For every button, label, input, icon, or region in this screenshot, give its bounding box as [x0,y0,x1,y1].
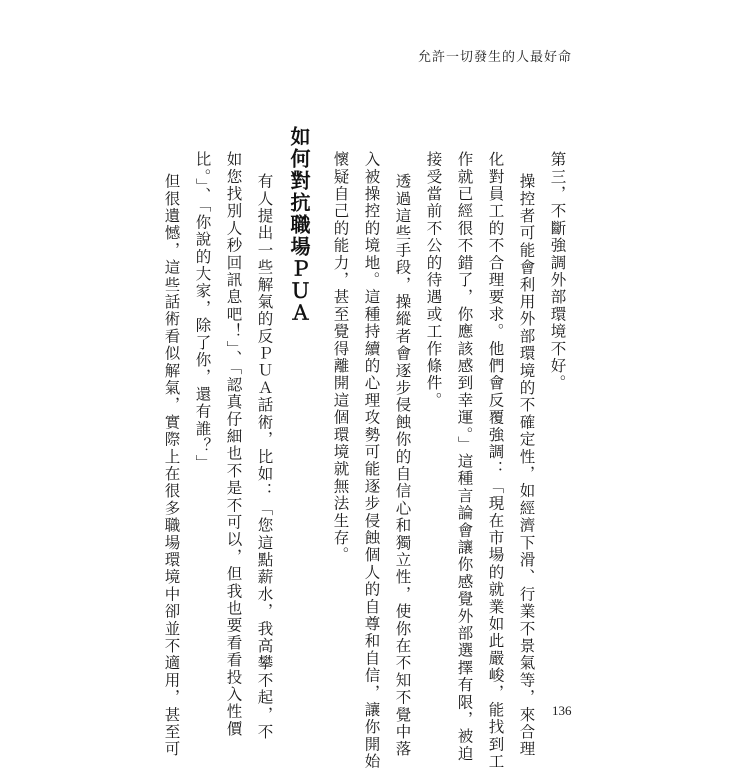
section-heading: 如何對抗職場ＰＵＡ [287,126,311,324]
body-line: 入被操控的境地。這種持續的心理攻勢可能逐步侵蝕個人的自尊和自信，讓你開始 [362,151,381,770]
page-number: 136 [552,703,572,718]
body-line: 懷疑自己的能力，甚至覺得離開這個環境就無法生存。 [331,151,350,564]
body-line: 透過這些手段，操縱者會逐步侵蝕你的自信心和獨立性，使你在不知不覺中落 [393,173,412,758]
body-line: 如您找別人秒回訊息吧！」、「認真仔細也不是不可以，但我也要看看投入性價 [224,151,243,738]
body-line: 比。」、「你說的大家，除了你，還有誰？」 [193,151,212,472]
body-line: 作就已經很不錯了，你應該感到幸運。」這種言論會讓你感覺外部選擇有限，被迫 [455,151,474,763]
body-line: 化對員工的不合理要求。他們會反覆強調：「現在市場的就業如此嚴峻，能找到工 [486,151,505,770]
body-line: 但很遺憾，這些話術看似解氣，實際上在很多職場環境中卻並不適用，甚至可 [162,173,181,758]
body-line: 有人提出一些解氣的反ＰＵＡ話術，比如：「您這點薪水，我高攀不起，不 [255,173,274,741]
body-line: 操控者可能會利用外部環境的不確定性，如經濟下滑、行業不景氣等，來合理 [517,173,536,758]
body-line: 第三，不斷強調外部環境不好。 [548,151,567,392]
body-line: 接受當前不公的待遇或工作條件。 [424,151,443,409]
running-head-title: 允許一切發生的人最好命 [417,50,572,65]
